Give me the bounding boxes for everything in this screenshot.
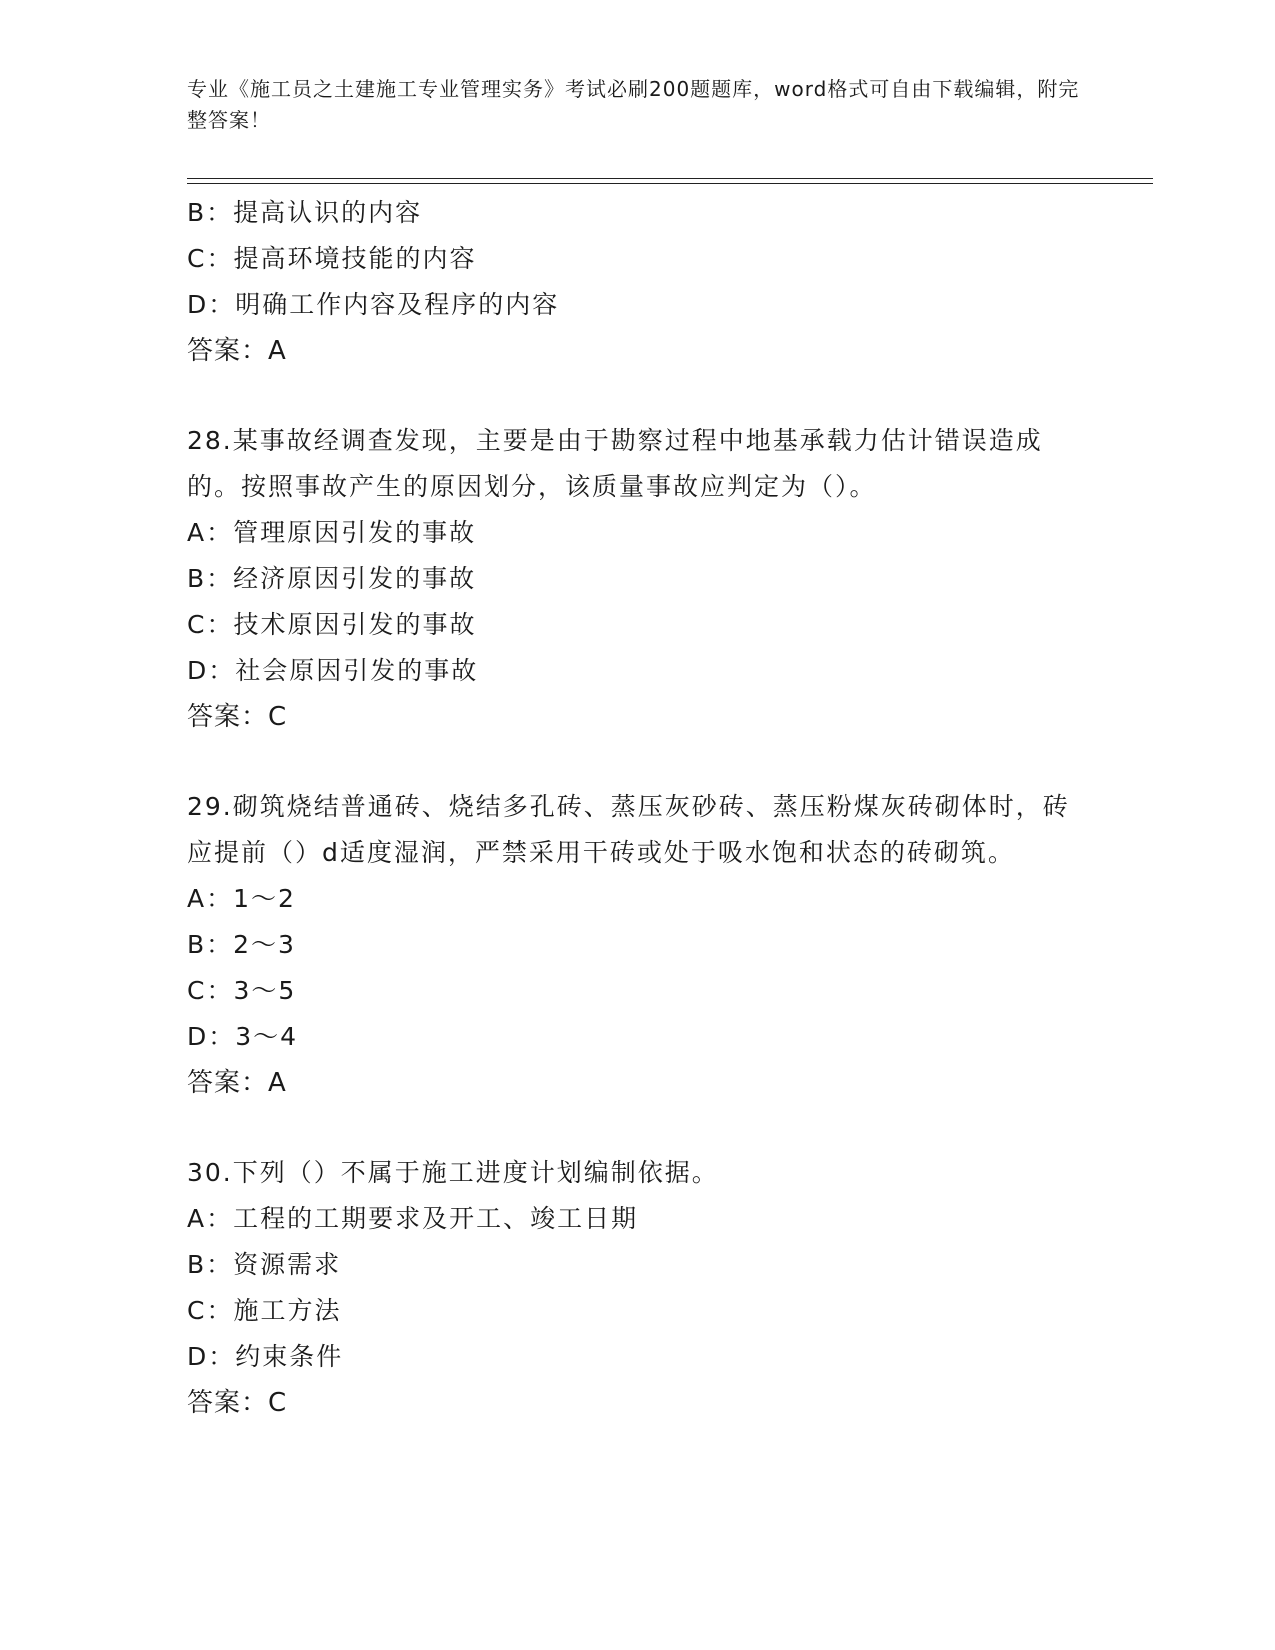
question-stem: 29.砌筑烧结普通砖、烧结多孔砖、蒸压灰砂砖、蒸压粉煤灰砖砌体时，砖应提前（）d适度湿润，严禁采用干砖或处于吸水饱和状态的砖砌筑。	[187, 792, 1070, 867]
answer: 答案：A	[187, 1068, 287, 1098]
option-c: C：提高环境技能的内容	[187, 244, 477, 273]
option-c: C：施工方法	[187, 1296, 342, 1325]
option-a: A：管理原因引发的事故	[187, 518, 477, 547]
option-b: B：提高认识的内容	[187, 198, 423, 227]
option-b: B：2～3	[187, 930, 296, 959]
option-d: D：约束条件	[187, 1342, 344, 1371]
option-d: D：社会原因引发的事故	[187, 656, 479, 685]
option-a: A：1～2	[187, 884, 296, 913]
option-d: D：明确工作内容及程序的内容	[187, 290, 560, 319]
answer: 答案：C	[187, 702, 288, 732]
question-29	[187, 784, 1087, 1106]
prev-question-tail	[187, 190, 1087, 374]
question-30	[187, 1150, 1087, 1426]
option-a: A：工程的工期要求及开工、竣工日期	[187, 1204, 639, 1233]
question-28	[187, 418, 1087, 740]
question-stem: 30.下列（）不属于施工进度计划编制依据。	[187, 1158, 719, 1187]
question-list	[187, 190, 1087, 1426]
document-header: 专业《施工员之土建施工专业管理实务》考试必刷200题题库，word格式可自由下载编辑，附完整答案！	[187, 77, 1080, 132]
answer: 答案：C	[187, 1388, 288, 1418]
header-divider-bottom	[187, 183, 1153, 184]
option-c: C：技术原因引发的事故	[187, 610, 477, 639]
header-divider-top	[187, 178, 1153, 179]
question-stem: 28.某事故经调查发现，主要是由于勘察过程中地基承载力估计错误造成的。按照事故产生的原因划分，该质量事故应判定为（）。	[187, 426, 1043, 501]
option-d: D：3～4	[187, 1022, 299, 1051]
option-b: B：经济原因引发的事故	[187, 564, 477, 593]
option-c: C：3～5	[187, 976, 297, 1005]
option-b: B：资源需求	[187, 1250, 342, 1279]
answer: 答案：A	[187, 336, 287, 366]
